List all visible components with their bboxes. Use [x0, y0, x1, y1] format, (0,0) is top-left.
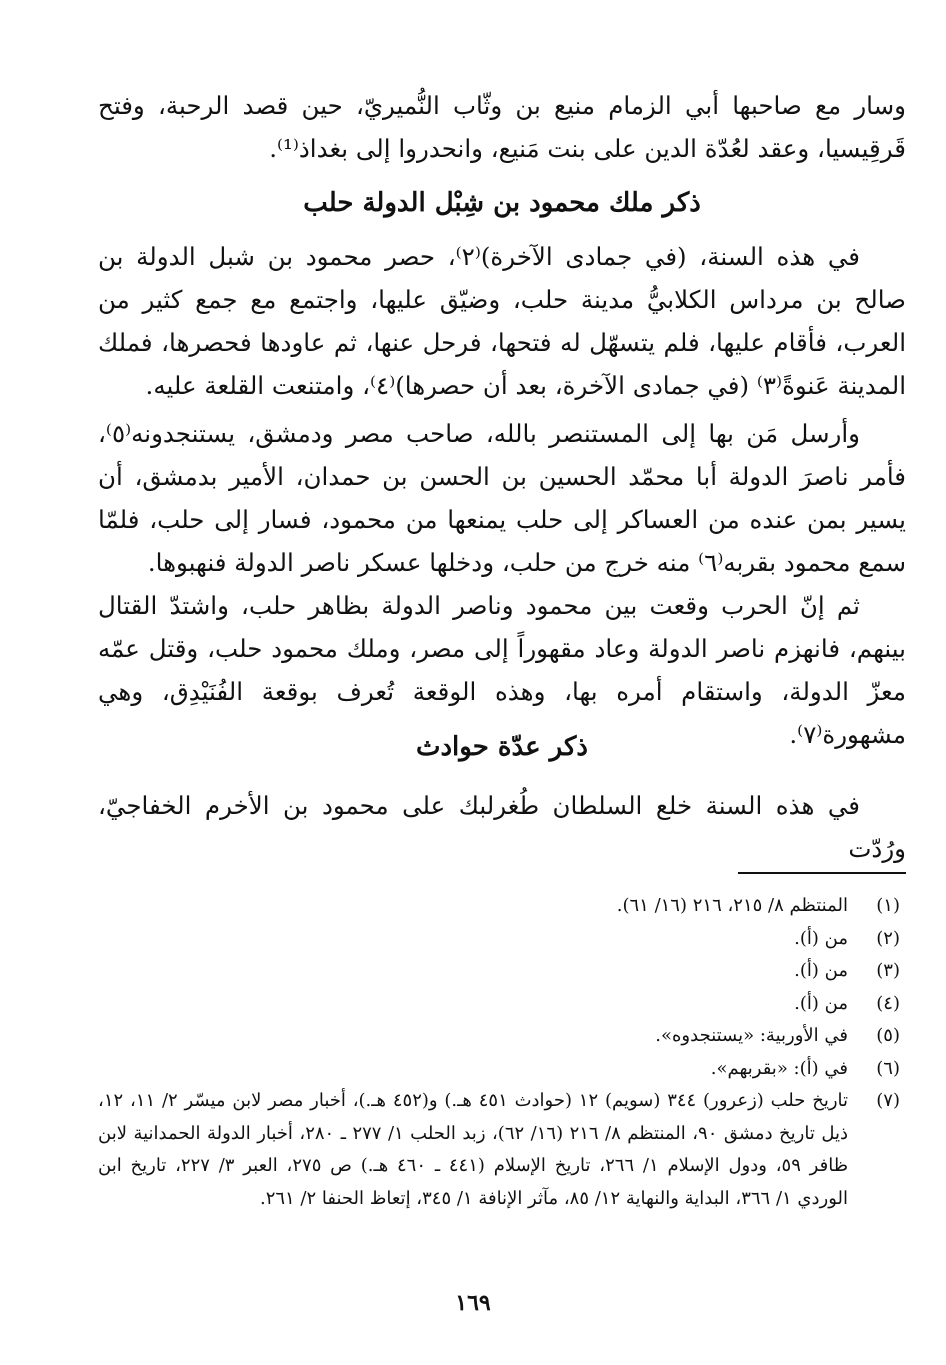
footnote-text: تاريخ حلب (زعرور) ٣٤٤ (سويم) ١٢ (حوادث ٤٥١ هـ.) و(٤٥٢ هـ.)، أخبار مصر لابن ميسّر ٢/ ١١، ١٢، ذيل تاريخ دمشق ٩٠، المنتظم ٨/ ٢١٦ (١٦/ ٦٢)، زبد الحلب ١/ ٢٧٧ ـ ٢٨٠، أخبار الدولة الحمدانية لابن ظافر ٥٩، ودول الإسلام ١/ ٢٦٦، تاريخ الإسلام (٤٤١ ـ ٤٦٠ هـ.) ص ٢٧٥، العبر ٣/ ٢٢٧، تاريخ ابن الوردي ١/ ٣٦٦، البداية والنهاية ١٢/ ٨٥، مآثر الإنافة ١/ ٣٤٥، إتعاظ الحنفا ٢/ ٢٦١. — [98, 1090, 849, 1209]
footnote-item — [98, 988, 906, 1021]
footnote-item — [98, 1053, 906, 1086]
footnote-separator — [738, 872, 906, 874]
footnote-number: (٤) — [876, 992, 900, 1014]
page-number: ١٦٩ — [455, 1290, 491, 1316]
footnotes-list — [98, 890, 906, 1215]
footnote-item — [98, 890, 906, 923]
footnote-item — [98, 1085, 906, 1215]
footnote-text: من (أ). — [794, 960, 848, 981]
footnote-number: (٥) — [876, 1025, 900, 1046]
paragraph-continuation — [98, 84, 906, 170]
footnote-item — [98, 1020, 906, 1053]
paragraph-text: وسار مع صاحبها أبي الزمام منيع بن وثّاب النُّميريّ، حين قصد الرحبة، وفتح قَرقِيسيا، وعقد لعُدّة الدين على بنت مَنيع، وانحدروا إلى بغداذ⁽¹⁾. — [98, 91, 906, 163]
footnote-number: (٦) — [876, 1057, 900, 1079]
footnote-number: (١) — [876, 895, 900, 916]
paragraph-text: وأرسل مَن بها إلى المستنصر بالله، صاحب مصر ودمشق، يستنجدونه⁽٥⁾، فأمر ناصرَ الدولة أبا محمّد الحسين بن الحسن بن حمدان، الأمير بدمشق، أن يسير بمن عنده من العساكر إلى حلب يمنعها من محمود، فسار إلى حلب، فلمّا سمع محمود بقربه⁽٦⁾ منه خرج من حلب، ودخلها عسكر ناصر الدولة فنهبوها. — [98, 419, 906, 577]
footnote-item — [98, 923, 906, 956]
paragraph-mustansir-appeal — [98, 412, 906, 584]
paragraph-text: في هذه السنة، (في جمادى الآخرة)⁽٢⁾، حصر محمود بن شبل الدولة بن صالح بن مرداس الكلابيُّ مدينة حلب، وضيّق عليها، واجتمع مع جمع كثير من العرب، فأقام عليها، فلم يتسهّل له فتحها، فرحل عنها، ثم عاودها فحصرها، فملك المدينة عَنوةً⁽٣⁾ (في جمادى الآخرة، بعد أن حصرها)⁽٤⁾، وامتنعت القلعة عليه. — [98, 242, 906, 400]
paragraph-text: في هذه السنة خلع السلطان طُغرلبك على محمود بن الأخرم الخفاجيّ، ورُدّت — [98, 791, 906, 863]
footnote-item — [98, 955, 906, 988]
paragraph-siege-aleppo — [98, 235, 906, 407]
footnote-text: المنتظم ٨/ ٢١٥، ٢١٦ (١٦/ ٦١). — [616, 895, 848, 916]
footnote-number: (٧) — [876, 1090, 900, 1111]
footnote-number: (٢) — [876, 927, 900, 949]
footnote-text: في (أ): «بقربهم». — [710, 1057, 848, 1079]
footnote-number: (٣) — [876, 960, 900, 981]
paragraph-tughrilbeg — [98, 784, 906, 870]
paragraph-text: ثم إنّ الحرب وقعت بين محمود وناصر الدولة بظاهر حلب، واشتدّ القتال بينهم، فانهزم ناصر الدولة وعاد مقهوراً إلى مصر، وملك محمود حلب، وقتل عمّه معزّ الدولة، واستقام أمره بها، وهذه الوقعة تُعرف بوقعة الفُنَيْدِق، وهي مشهورة⁽٧⁾. — [98, 591, 906, 749]
section-heading-mahmud-aleppo: ذكر ملك محمود بن شِبْل الدولة حلب — [303, 188, 701, 218]
footnote-text: في الأوربية: «يستنجدوه». — [655, 1025, 848, 1046]
footnote-text: من (أ). — [794, 927, 848, 949]
section-heading-events: ذكر عدّة حوادث — [416, 732, 588, 762]
footnote-text: من (أ). — [794, 992, 848, 1014]
